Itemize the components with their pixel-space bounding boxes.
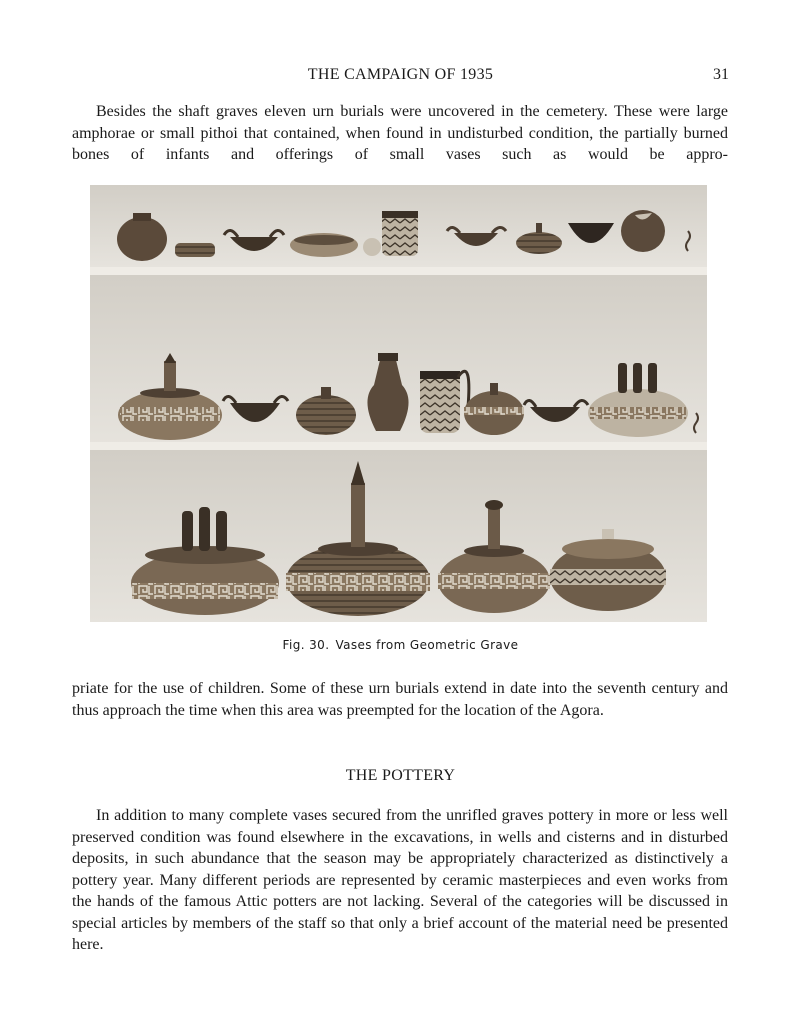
running-title: THE CAMPAIGN OF 1935 xyxy=(307,66,494,83)
paragraph-urn-burials: Besides the shaft graves eleven urn burials were uncovered in the cemetery. These were large amphorae or small pithoi that contained, when found in undisturbed condition, the partially burned bones of infants and offerings of small vases such as would be appro- xyxy=(72,103,728,163)
figure-label: Fig. 30. xyxy=(282,638,330,652)
figure-caption xyxy=(0,638,801,652)
figure-caption-text: Vases from Geometric Grave xyxy=(335,638,519,652)
page-number: 31 xyxy=(713,66,729,83)
figure-photograph xyxy=(90,185,707,622)
paragraph-pottery: In addition to many complete vases secured from the unrifled graves pottery in more or less well preserved condition was found elsewhere in the excavations, in wells and cisterns and in disturbed deposits, in such abundance that the season may be appropriately characterized as distinctively a pottery year. Many different periods are represented by ceramic masterpieces and even works from the hands of the famous Attic potters are not lacking. Several of the categories will be discussed in special articles by members of the staff so that only a brief account of the material need be presented here. xyxy=(72,807,728,953)
paragraph-continuation: priate for the use of children. Some of these urn burials extend in date into the seventh century and thus approach the time when this area was preempted for the location of the Agora. xyxy=(72,680,728,719)
section-heading-pottery: THE POTTERY xyxy=(345,767,456,784)
